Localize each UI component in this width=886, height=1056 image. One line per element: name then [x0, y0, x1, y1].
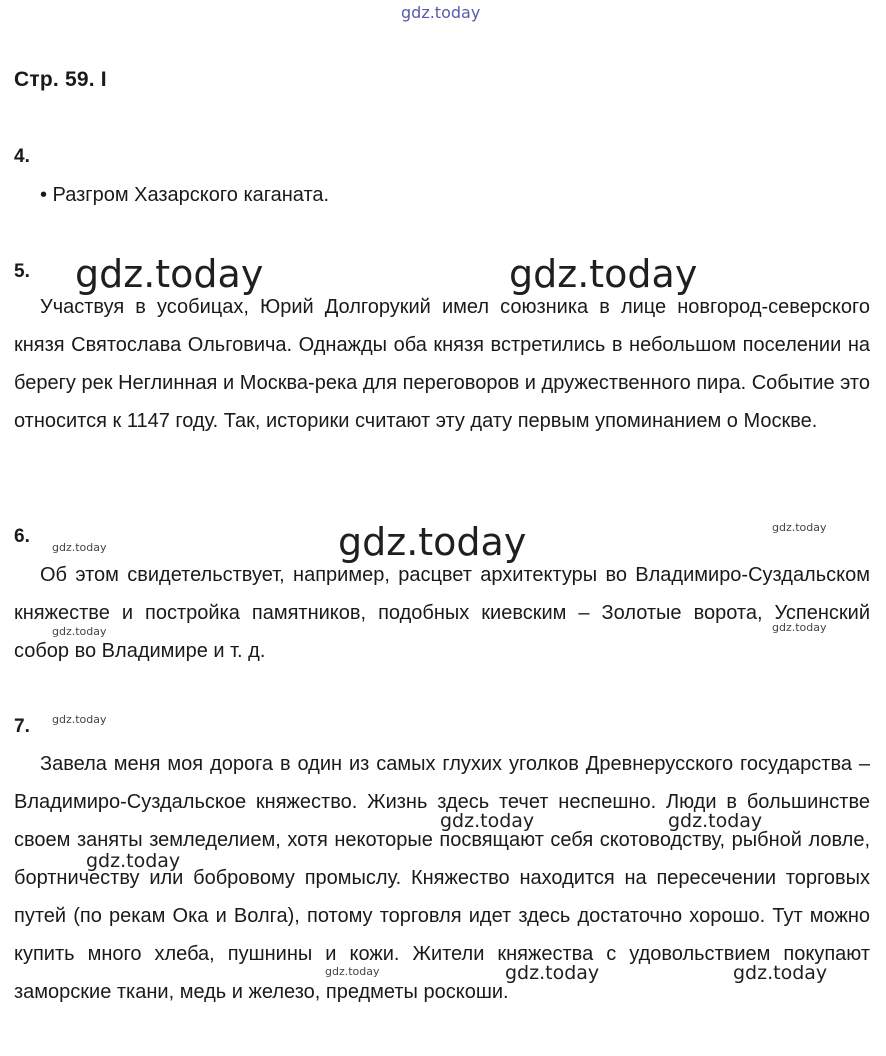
- watermark: gdz.today: [325, 965, 380, 978]
- task-5-number: 5.: [14, 261, 30, 282]
- watermark: gdz.today: [52, 541, 107, 554]
- watermark-top: gdz.today: [401, 3, 481, 22]
- task-7-number: 7.: [14, 716, 30, 737]
- watermark: gdz.today: [772, 521, 827, 534]
- task-6-paragraph: Об этом свидетельствует, например, расцвет архитектуры во Владимиро-Суздальском княжестве и постройка памятников, подобных киевским – Золотые ворота, Успенский собор во Владимире и т. д.: [14, 564, 870, 662]
- watermark: gdz.today: [668, 810, 763, 832]
- task-6-number: 6.: [14, 526, 30, 547]
- watermark: gdz.today: [75, 252, 264, 296]
- task-4-answer: • Разгром Хазарского каганата.: [40, 184, 330, 206]
- watermark: gdz.today: [338, 520, 527, 564]
- page-title: Стр. 59. I: [14, 68, 107, 91]
- watermark: gdz.today: [509, 252, 698, 296]
- task-7-paragraph: Завела меня моя дорога в один из самых глухих уголков Древнерусского государства – Владимиро-Суздальское княжество. Жизнь здесь течет неспешно. Люди в большинстве своем заняты земледелием, хотя некоторые посвящают себя скотоводству, рыбной ловле, бортничеству или бобровому промыслу. Княжество находится на пересечении торговых путей (по рекам Ока и Волга), потому торговля идет здесь достаточно хорошо. Тут можно купить много хлеба, пушнины и кожи. Жители княжества с удовольствием покупают заморские ткани, медь и железо, предметы роскоши.: [14, 753, 870, 1003]
- watermark: gdz.today: [772, 621, 827, 634]
- watermark: gdz.today: [440, 810, 535, 832]
- watermark: gdz.today: [505, 962, 600, 984]
- task-5-paragraph: Участвуя в усобицах, Юрий Долгорукий имел союзника в лице новгород-северского князя Святослава Ольговича. Однажды оба князя встретились в небольшом поселении на берегу рек Неглинная и Москва-река для переговоров и дружественного пира. Событие это относится к 1147 году. Так, историки считают эту дату первым упоминанием о Москве.: [14, 296, 870, 432]
- watermark: gdz.today: [52, 625, 107, 638]
- task-4-number: 4.: [14, 146, 30, 167]
- watermark: gdz.today: [86, 850, 181, 872]
- watermark: gdz.today: [733, 962, 828, 984]
- watermark: gdz.today: [52, 713, 107, 726]
